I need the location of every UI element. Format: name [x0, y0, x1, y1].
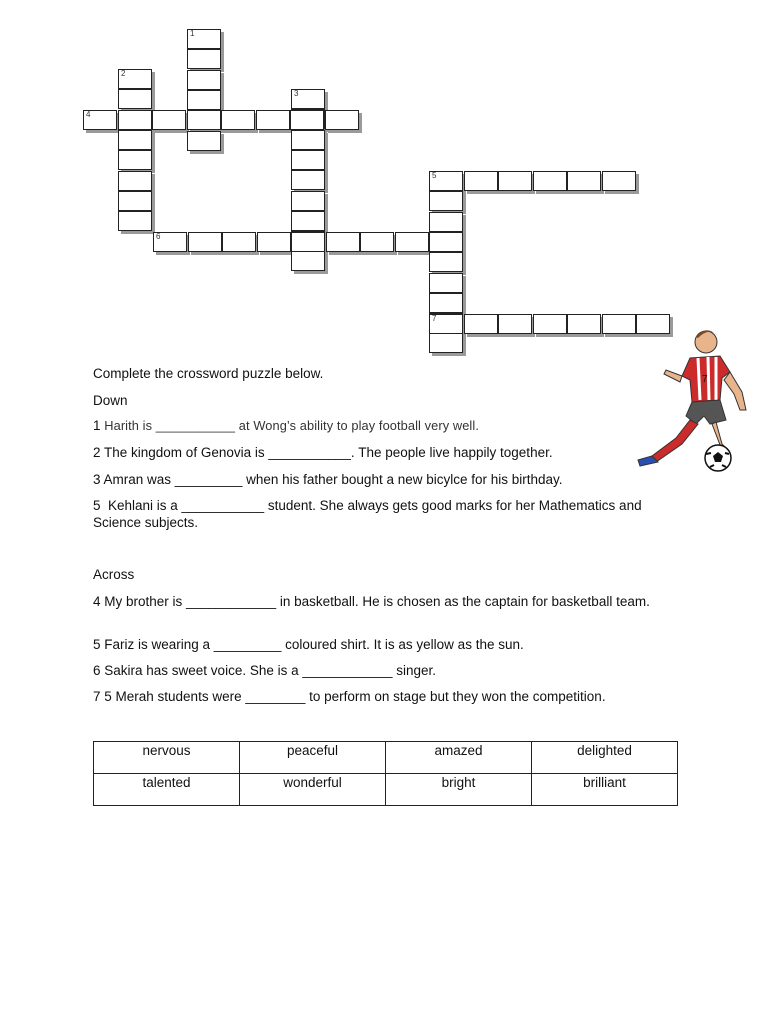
crossword-cell[interactable] — [291, 232, 325, 252]
crossword-cell[interactable] — [118, 150, 152, 170]
word-cell: wonderful — [240, 774, 386, 806]
clue-number: 6 — [156, 232, 161, 241]
crossword-cell[interactable] — [188, 232, 222, 252]
crossword-cell[interactable] — [360, 232, 394, 252]
crossword-cell[interactable] — [118, 171, 152, 191]
crossword-cell[interactable] — [290, 110, 324, 130]
crossword-cell[interactable] — [118, 211, 152, 231]
crossword-cell[interactable] — [567, 171, 601, 191]
crossword-cell[interactable] — [464, 171, 498, 191]
clue-number: 4 — [86, 110, 91, 119]
crossword-cell[interactable] — [429, 333, 463, 353]
crossword-cell[interactable] — [187, 131, 221, 151]
word-cell: delighted — [532, 742, 678, 774]
crossword-cell[interactable] — [429, 171, 463, 191]
clue-number: 3 — [294, 89, 299, 98]
crossword-cell[interactable] — [498, 314, 532, 334]
down-heading: Down — [93, 393, 128, 408]
crossword-cell[interactable] — [187, 29, 221, 49]
svg-text:7: 7 — [702, 374, 708, 385]
clue-number: 5 — [432, 171, 437, 180]
word-cell: amazed — [386, 742, 532, 774]
crossword-cell[interactable] — [291, 150, 325, 170]
crossword-cell[interactable] — [291, 251, 325, 271]
crossword-cell[interactable] — [291, 211, 325, 231]
word-cell: peaceful — [240, 742, 386, 774]
across-heading: Across — [93, 567, 135, 582]
word-cell: bright — [386, 774, 532, 806]
crossword-cell[interactable] — [118, 69, 152, 89]
crossword-cell[interactable] — [567, 314, 601, 334]
crossword-cell[interactable] — [533, 314, 567, 334]
down-clue-2: 2 The kingdom of Genovia is ___________. The people live happily together. — [93, 445, 553, 460]
crossword-cell[interactable] — [152, 110, 186, 130]
crossword-cell[interactable] — [429, 314, 463, 334]
table-row — [94, 742, 678, 774]
crossword-cell[interactable] — [221, 110, 255, 130]
table-row — [94, 774, 678, 806]
clue-number: 7 — [432, 314, 437, 323]
crossword-cell[interactable] — [291, 130, 325, 150]
crossword-cell[interactable] — [118, 191, 152, 211]
crossword-cell[interactable] — [118, 89, 152, 109]
clue-number: 1 — [190, 29, 195, 38]
crossword-cell[interactable] — [429, 232, 463, 252]
crossword-cell[interactable] — [291, 89, 325, 109]
word-cell: nervous — [94, 742, 240, 774]
crossword-cell[interactable] — [256, 110, 290, 130]
crossword-cell[interactable] — [118, 130, 152, 150]
crossword-cell[interactable] — [533, 171, 567, 191]
clue-number: 2 — [121, 69, 126, 78]
crossword-cell[interactable] — [395, 232, 429, 252]
instructions: Complete the crossword puzzle below. — [93, 366, 324, 381]
down-clue-1: 1 Harith is ___________ at Wong’s ability to play football very well. — [93, 418, 479, 433]
crossword-cell[interactable] — [498, 171, 532, 191]
crossword-cell[interactable] — [326, 232, 360, 252]
crossword-cell[interactable] — [187, 110, 221, 130]
crossword-cell[interactable] — [429, 212, 463, 232]
crossword-grid — [0, 0, 768, 360]
crossword-cell[interactable] — [187, 49, 221, 69]
word-cell: talented — [94, 774, 240, 806]
down-clue-5: 5 Kehlani is a ___________ student. She always gets good marks for her Mathematics and Science subjects. — [93, 498, 646, 530]
crossword-cell[interactable] — [602, 171, 636, 191]
crossword-cell[interactable] — [325, 110, 359, 130]
word-bank-table — [93, 741, 678, 806]
football-player-illustration — [630, 320, 750, 480]
crossword-cell[interactable] — [118, 110, 152, 130]
down-clue-3: 3 Amran was _________ when his father bought a new bicylce for his birthday. — [93, 472, 563, 487]
crossword-cell[interactable] — [187, 90, 221, 110]
across-clue-6: 6 Sakira has sweet voice. She is a ____________ singer. — [93, 663, 436, 678]
across-clue-4: 4 My brother is ____________ in basketball. He is chosen as the captain for basketball team. — [93, 594, 650, 609]
crossword-cell[interactable] — [429, 191, 463, 211]
across-clue-5: 5 Fariz is wearing a _________ coloured shirt. It is as yellow as the sun. — [93, 637, 524, 652]
crossword-cell[interactable] — [291, 170, 325, 190]
crossword-cell[interactable] — [187, 70, 221, 90]
crossword-cell[interactable] — [222, 232, 256, 252]
crossword-cell[interactable] — [429, 273, 463, 293]
crossword-cell[interactable] — [429, 293, 463, 313]
crossword-cell[interactable] — [291, 191, 325, 211]
crossword-cell[interactable] — [429, 252, 463, 272]
word-cell: brilliant — [532, 774, 678, 806]
crossword-cell[interactable] — [153, 232, 187, 252]
crossword-cell[interactable] — [464, 314, 498, 334]
across-clue-7: 7 5 Merah students were ________ to perform on stage but they won the competition. — [93, 689, 606, 704]
crossword-cell[interactable] — [257, 232, 291, 252]
crossword-cell[interactable] — [83, 110, 117, 130]
